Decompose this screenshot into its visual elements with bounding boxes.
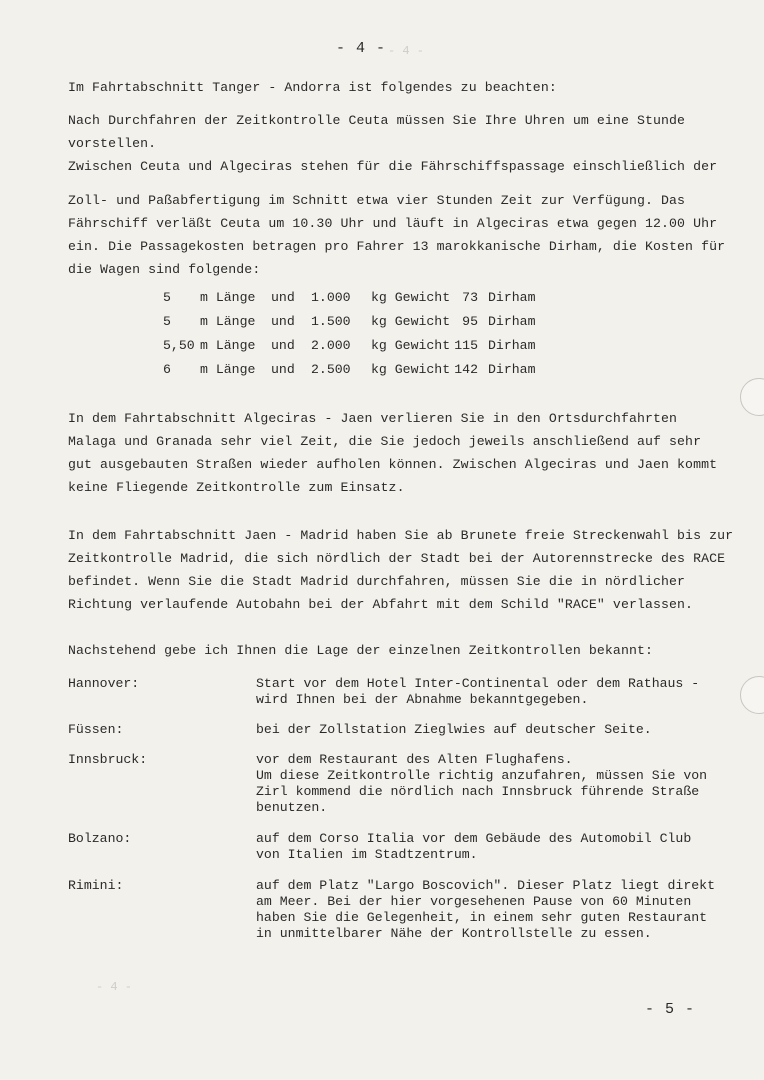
control-description: [256, 831, 716, 863]
length-label: m Länge: [200, 290, 256, 305]
paragraph-line: befindet. Wenn Sie die Stadt Madrid durchfahren, müssen Sie die in nördlicher: [68, 574, 686, 589]
control-description: [256, 722, 716, 738]
weight-label: kg Gewicht: [371, 362, 451, 377]
description-line: haben Sie die Gelegenheit, in einem sehr guten Restaurant: [256, 910, 708, 925]
control-description: [256, 752, 716, 816]
description-line: am Meer. Bei der hier vorgesehenen Pause von 60 Minuten: [256, 894, 692, 909]
control-city: Füssen:: [68, 722, 124, 737]
and-word: und: [271, 290, 295, 305]
car-weight: 2.500: [311, 362, 351, 377]
car-length: 6: [163, 362, 171, 377]
weight-label: kg Gewicht: [371, 338, 451, 353]
paragraph-line: Malaga und Granada sehr viel Zeit, die Sie jedoch jeweils anschließend auf sehr: [68, 434, 702, 449]
weight-label: kg Gewicht: [371, 314, 451, 329]
currency: Dirham: [488, 362, 536, 377]
paragraph-line: Nach Durchfahren der Zeitkontrolle Ceuta müssen Sie Ihre Uhren um eine Stunde: [68, 113, 686, 128]
control-city: Hannover:: [68, 676, 140, 691]
description-line: wird Ihnen bei der Abnahme bekanntgegeben.: [256, 692, 589, 707]
page-number-bottom: - 5 -: [645, 1001, 696, 1018]
paragraph-line: Zoll- und Paßabfertigung im Schnitt etwa vier Stunden Zeit zur Verfügung. Das: [68, 193, 686, 208]
weight-label: kg Gewicht: [371, 290, 451, 305]
car-length: 5: [163, 290, 171, 305]
control-city: Bolzano:: [68, 831, 132, 846]
paragraph-line: Zwischen Ceuta und Algeciras stehen für die Fährschiffspassage einschließlich der: [68, 159, 718, 174]
car-length: 5,50: [163, 338, 195, 353]
punch-hole: [740, 676, 764, 714]
car-weight: 1.000: [311, 290, 351, 305]
control-city: Rimini:: [68, 878, 124, 893]
fare-price: 73: [462, 290, 478, 305]
fare-price: 142: [454, 362, 478, 377]
car-weight: 1.500: [311, 314, 351, 329]
controls-intro: Nachstehend gebe ich Ihnen die Lage der einzelnen Zeitkontrollen bekannt:: [68, 643, 654, 658]
description-line: auf dem Platz "Largo Boscovich". Dieser Platz liegt direkt: [256, 878, 715, 893]
page-number-top: - 4 -: [336, 40, 387, 57]
control-description: [256, 878, 716, 942]
paragraph-line: vorstellen.: [68, 136, 157, 151]
paragraph-line: Richtung verlaufende Autobahn bei der Abfahrt mit dem Schild "RACE" verlassen.: [68, 597, 694, 612]
and-word: und: [271, 362, 295, 377]
paragraph-line: die Wagen sind folgende:: [68, 262, 261, 277]
fare-price: 95: [462, 314, 478, 329]
paragraph-line: Zeitkontrolle Madrid, die sich nördlich der Stadt bei der Autorennstrecke des RACE: [68, 551, 726, 566]
length-label: m Länge: [200, 314, 256, 329]
fare-price: 115: [454, 338, 478, 353]
paragraph-line: In dem Fahrtabschnitt Algeciras - Jaen verlieren Sie in den Ortsdurchfahrten: [68, 411, 678, 426]
punch-hole: [740, 378, 764, 416]
currency: Dirham: [488, 290, 536, 305]
description-line: Start vor dem Hotel Inter-Continental oder dem Rathaus -: [256, 676, 700, 691]
description-line: benutzen.: [256, 800, 328, 815]
control-description: [256, 676, 716, 708]
description-line: vor dem Restaurant des Alten Flughafens.: [256, 752, 573, 767]
car-weight: 2.000: [311, 338, 351, 353]
paragraph-line: Fährschiff verläßt Ceuta um 10.30 Uhr und läuft in Algeciras etwa gegen 12.00 Uhr: [68, 216, 718, 231]
length-label: m Länge: [200, 362, 256, 377]
currency: Dirham: [488, 314, 536, 329]
description-line: auf dem Corso Italia vor dem Gebäude des Automobil Club: [256, 831, 692, 846]
paragraph-line: In dem Fahrtabschnitt Jaen - Madrid haben Sie ab Brunete freie Streckenwahl bis zur: [68, 528, 734, 543]
paragraph-line: gut ausgebauten Straßen wieder aufholen können. Zwischen Algeciras und Jaen kommt: [68, 457, 718, 472]
description-line: Um diese Zeitkontrolle richtig anzufahren, müssen Sie von: [256, 768, 708, 783]
and-word: und: [271, 338, 295, 353]
show-through-text: - 4 -: [96, 980, 133, 994]
car-length: 5: [163, 314, 171, 329]
currency: Dirham: [488, 338, 536, 353]
and-word: und: [271, 314, 295, 329]
paragraph-line: keine Fliegende Zeitkontrolle zum Einsatz.: [68, 480, 405, 495]
show-through-text: - 4 -: [388, 44, 425, 58]
description-line: bei der Zollstation Zieglwies auf deutscher Seite.: [256, 722, 652, 737]
length-label: m Länge: [200, 338, 256, 353]
paragraph-line: ein. Die Passagekosten betragen pro Fahrer 13 marokkanische Dirham, die Kosten für: [68, 239, 726, 254]
description-line: in unmittelbarer Nähe der Kontrollstelle zu essen.: [256, 926, 652, 941]
description-line: Zirl kommend die nördlich nach Innsbruck führende Straße: [256, 784, 700, 799]
section-heading: Im Fahrtabschnitt Tanger - Andorra ist folgendes zu beachten:: [68, 80, 557, 95]
control-city: Innsbruck:: [68, 752, 148, 767]
description-line: von Italien im Stadtzentrum.: [256, 847, 478, 862]
